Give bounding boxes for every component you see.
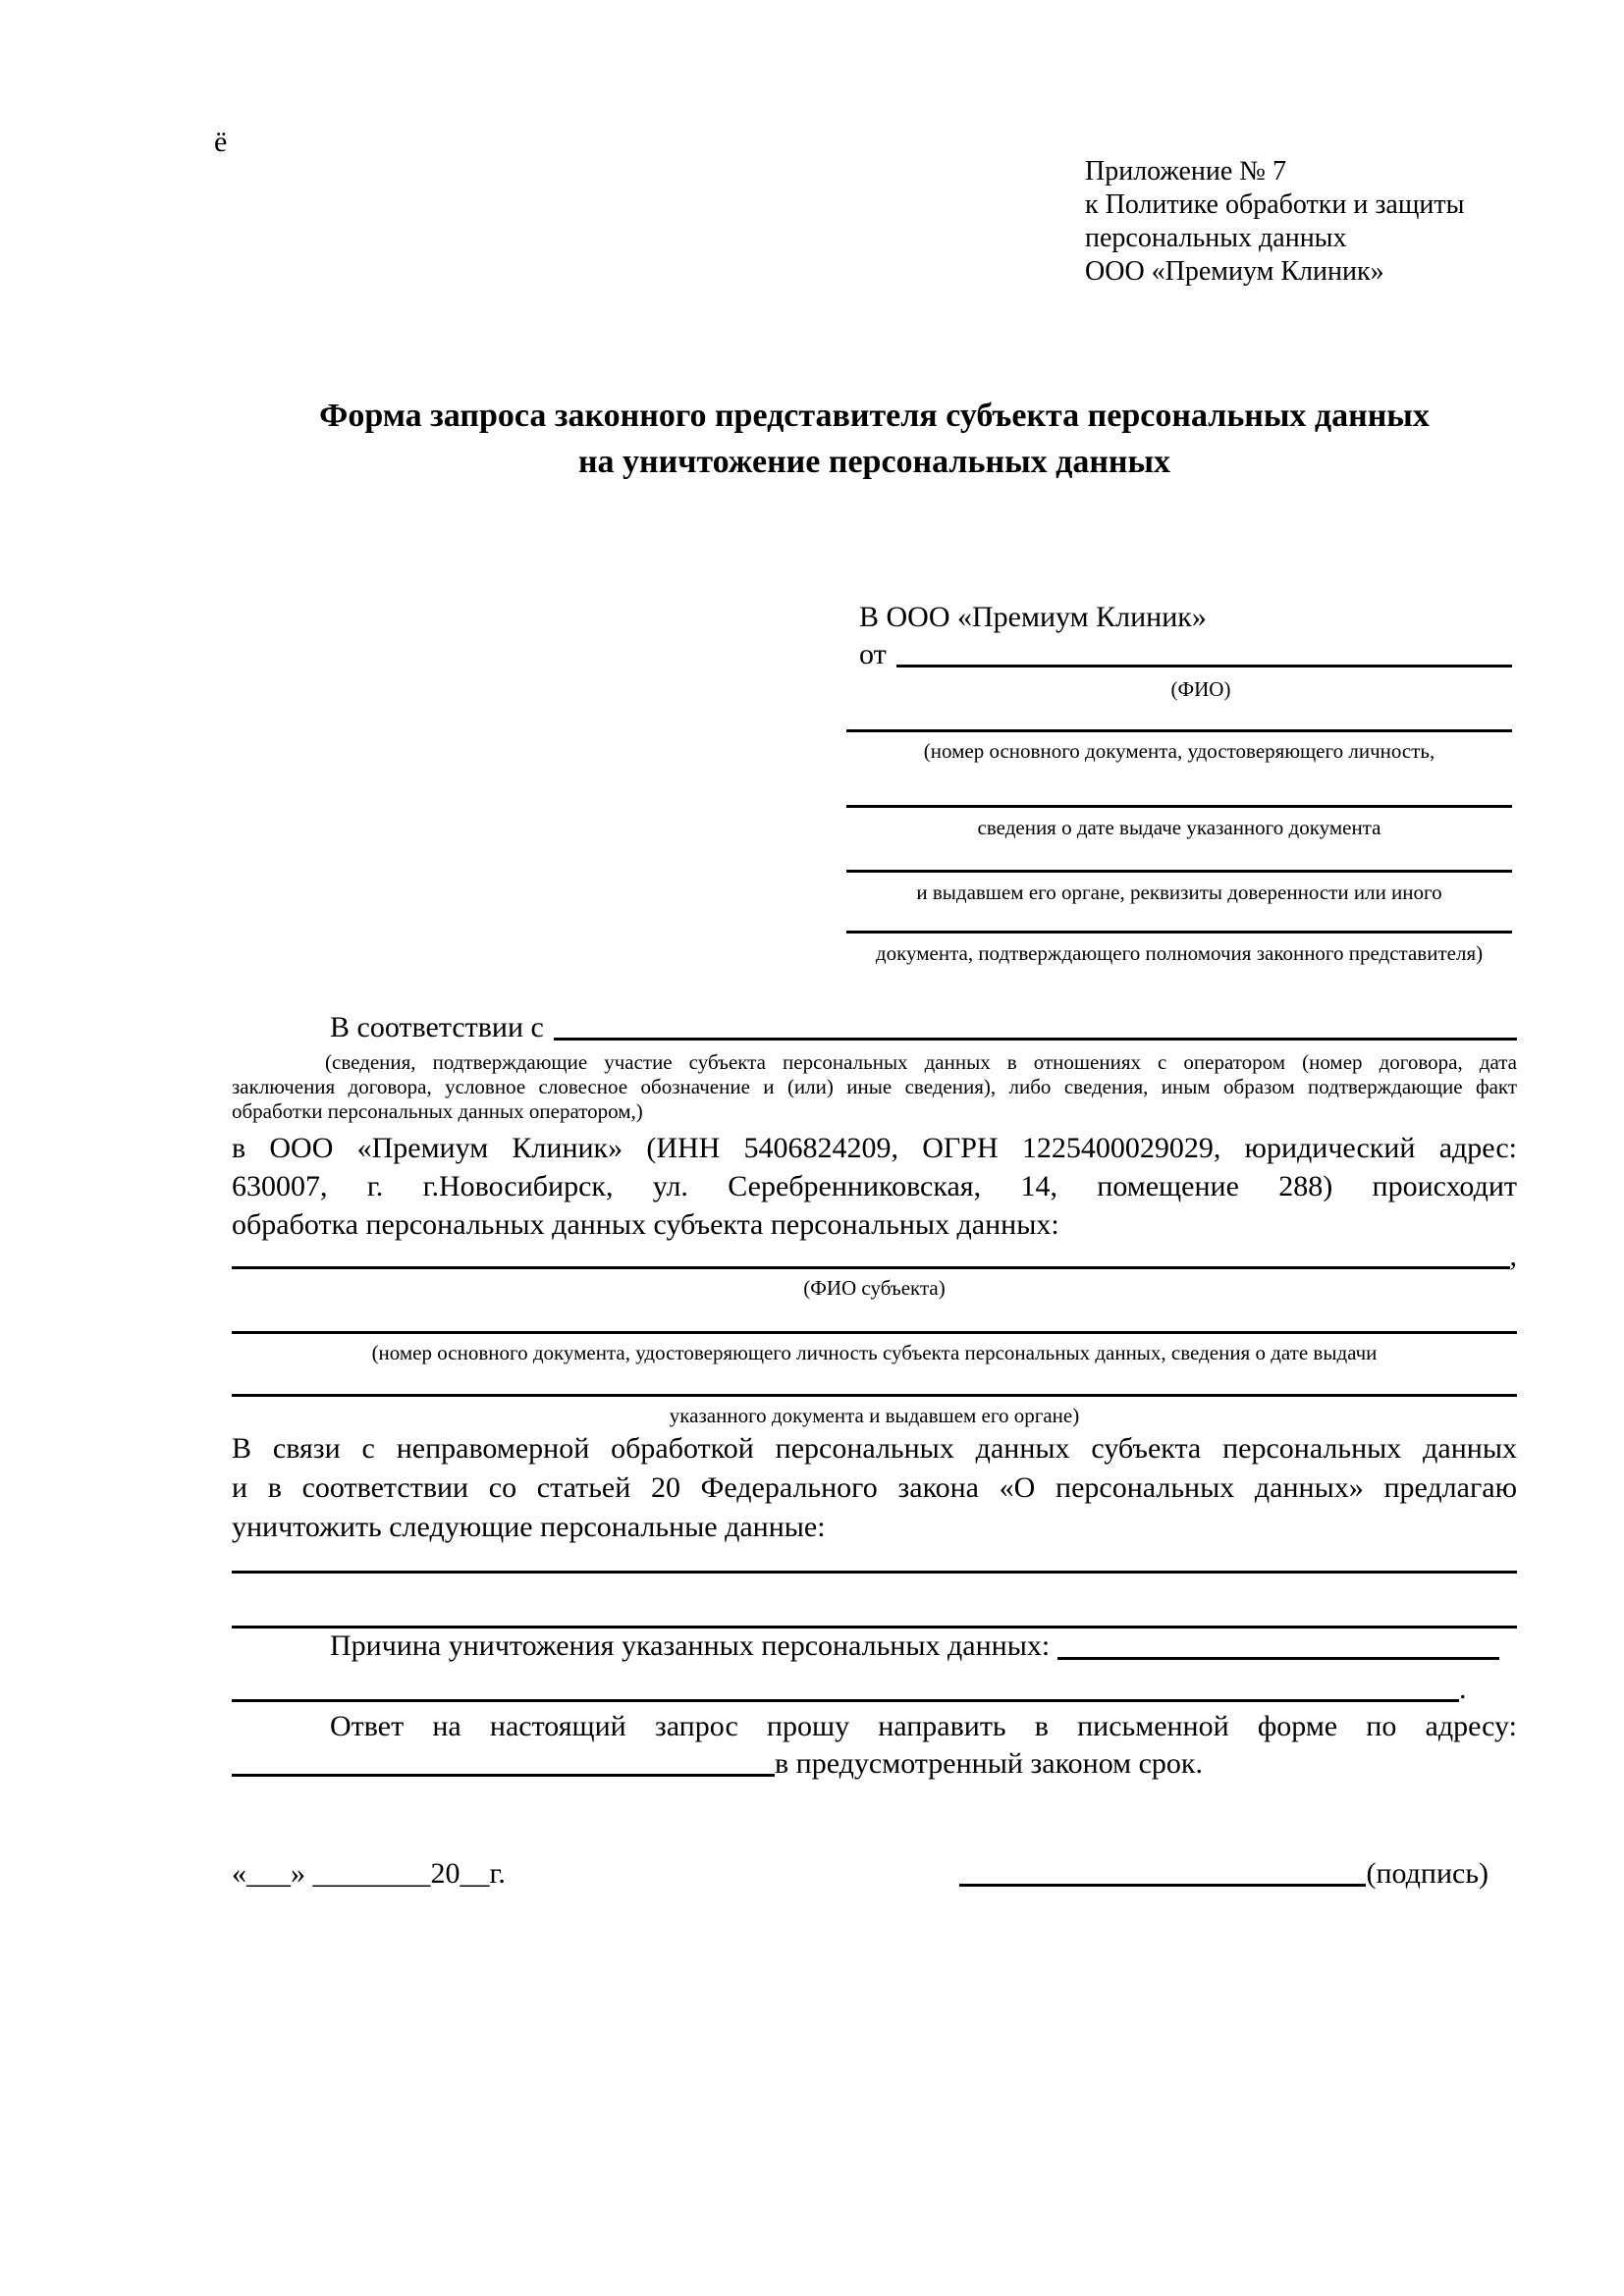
reason-fill-line-2 xyxy=(232,1699,1459,1702)
appendix-line: к Политике обработки и защиты xyxy=(1085,189,1465,220)
fio-fill-line xyxy=(896,665,1512,667)
signature-group xyxy=(959,1857,1489,1891)
reason-fill-line xyxy=(1057,1657,1499,1660)
paragraph-line: и в соответствии со статьей 20 Федерального закона «О персональных данных» предлагаю xyxy=(232,1471,1517,1504)
from-label: от xyxy=(859,638,887,670)
date-template: «___» ________20__г. xyxy=(232,1857,506,1890)
issuing-authority-caption: и выдавшем его органе, реквизиты доверенности или иного xyxy=(916,881,1442,904)
issue-date-caption: сведения о дате выдаче указанного документа xyxy=(977,816,1381,839)
accordance-fill-line xyxy=(554,1038,1517,1041)
accordance-row xyxy=(232,1011,1517,1044)
authority-doc-fill-line xyxy=(846,931,1512,934)
subject-fio-fill-line xyxy=(232,1266,1510,1269)
footer-row xyxy=(232,1847,1489,1891)
unlawful-processing-paragraph xyxy=(232,1429,1517,1547)
paragraph-line: 630007, г. г.Новосибирск, ул. Серебренниковская, 14, помещение 288) происходит xyxy=(232,1170,1517,1202)
fio-caption: (ФИО) xyxy=(1170,677,1231,701)
data-list-fill-line-2 xyxy=(232,1626,1517,1629)
subject-fio-row xyxy=(232,1240,1517,1272)
stray-char: ё xyxy=(214,126,228,158)
note-line: (сведения, подтверждающие участие субъекта персональных данных в отношениях с оператором (номер договора, дата xyxy=(325,1050,1517,1074)
issue-date-fill-line xyxy=(846,805,1512,808)
operator-paragraph xyxy=(232,1129,1517,1244)
paragraph-line: В связи с неправомерной обработкой персональных данных субъекта персональных данных xyxy=(232,1432,1517,1465)
accordance-lead: В соответствии с xyxy=(330,1011,544,1043)
doc-number-caption: (номер основного документа, удостоверяющего личность, xyxy=(923,739,1435,763)
reason-row xyxy=(232,1631,1517,1663)
note-line: заключения договора, условное словесное обозначение и (или) иные сведения), либо сведения, иным образом подтверждающие факт xyxy=(232,1075,1517,1098)
reason-continued-row xyxy=(232,1669,1517,1705)
title-line: Форма запроса законного представителя субъекта персональных данных xyxy=(319,398,1430,434)
note-line: обработки персональных данных оператором,) xyxy=(232,1099,643,1123)
data-list-fill-line-1 xyxy=(232,1571,1517,1574)
title-line: на уничтожение персональных данных xyxy=(577,444,1171,480)
addressee-from-row xyxy=(859,638,1512,671)
signature-caption: (подпись) xyxy=(1366,1857,1489,1890)
reason-lead: Причина уничтожения указанных персональных данных: xyxy=(330,1629,1051,1662)
appendix-line: Приложение № 7 xyxy=(1085,156,1286,187)
reply-address-row xyxy=(232,1747,1517,1781)
subject-doc-fill-line xyxy=(232,1331,1517,1334)
reply-address-fill-line xyxy=(232,1774,775,1777)
trailing-comma: , xyxy=(1509,1240,1517,1272)
paragraph-line: уничтожить следующие персональные данные: xyxy=(232,1511,826,1543)
appendix-block xyxy=(1085,155,1546,289)
signature-fill-line xyxy=(959,1884,1366,1887)
reply-paragraph: Ответ на настоящий запрос прошу направить в письменной форме по адресу: xyxy=(330,1710,1517,1742)
paragraph-line: в ООО «Премиум Клиник» (ИНН 5406824209, ОГРН 1225400029029, юридический адрес: xyxy=(232,1132,1517,1164)
subject-fio-caption: (ФИО субъекта) xyxy=(803,1276,946,1300)
issuing-authority-fill-line xyxy=(846,870,1512,873)
accordance-note xyxy=(232,1050,1517,1124)
subject-doc-caption-2: указанного документа и выдавшем его органе) xyxy=(669,1404,1080,1427)
appendix-line: персональных данных xyxy=(1085,223,1347,253)
reply-tail: в предусмотренный законом срок. xyxy=(775,1747,1203,1780)
subject-doc-caption: (номер основного документа, удостоверяющего личность субъекта персональных данных, сведения о дате выдачи xyxy=(371,1341,1378,1364)
trailing-period: . xyxy=(1459,1673,1467,1705)
appendix-line: ООО «Премиум Клиник» xyxy=(1085,256,1384,287)
addressee-org: В ООО «Премиум Клиник» xyxy=(859,601,1207,633)
subject-doc-fill-line-2 xyxy=(232,1394,1517,1397)
paragraph-line: обработка персональных данных субъекта персональных данных: xyxy=(232,1208,1059,1241)
document-title xyxy=(232,393,1517,485)
doc-number-fill-line xyxy=(846,729,1512,732)
authority-doc-caption: документа, подтверждающего полномочия законного представителя) xyxy=(875,941,1484,965)
